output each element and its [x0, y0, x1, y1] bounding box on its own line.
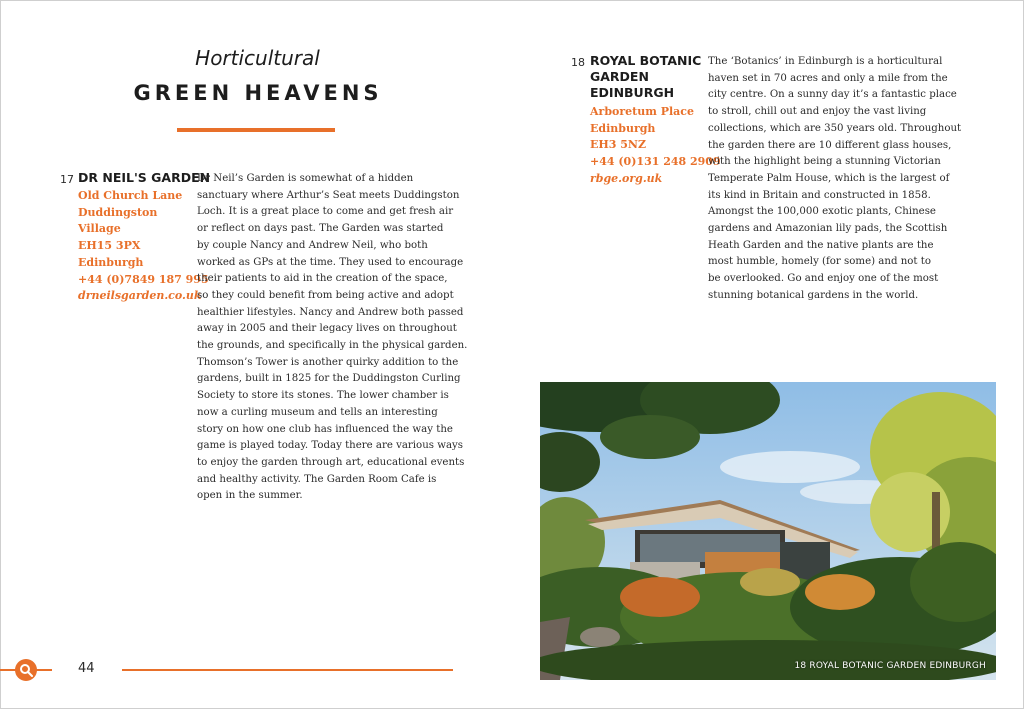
body-line: or reflect on days past. The Garden was started: [197, 223, 444, 235]
address-line: EH3 5NZ: [590, 138, 646, 152]
entry-name: [590, 53, 701, 101]
address-line: Duddingston: [78, 205, 158, 219]
section-kicker: Horticultural: [195, 46, 320, 70]
address-line: Edinburgh: [590, 121, 656, 135]
title-rule: [177, 128, 335, 132]
entry-name: [78, 170, 210, 186]
body-line: haven set in 70 acres and only a mile from the: [708, 72, 948, 84]
body-line: worked as GPs at the time. They used to encourage: [197, 256, 464, 268]
page-number: 44: [78, 661, 95, 676]
body-line: healthier lifestyles. Nancy and Andrew both passed: [197, 306, 464, 318]
body-line: most humble, homely (for some) and not to: [708, 256, 931, 268]
website-link[interactable]: rbge.org.uk: [590, 171, 663, 185]
address-line: Old Church Lane: [78, 189, 183, 202]
section-title: GREEN HEAVENS: [133, 81, 383, 105]
body-line: to enjoy the garden through art, educational events: [197, 456, 465, 468]
photo-caption: 18 ROYAL BOTANIC GARDEN EDINBURGH: [794, 661, 986, 671]
entry-name-line: ROYAL BOTANIC: [590, 53, 702, 68]
body-line: by couple Nancy and Andrew Neil, who both: [197, 239, 428, 251]
body-line: with the highlight being a stunning Victorian: [708, 156, 941, 168]
body-line: and healthy activity. The Garden Room Cafe is: [197, 473, 437, 485]
entry-name-line: EDINBURGH: [590, 85, 675, 100]
entry-number: 17: [60, 173, 74, 186]
entry-body: [708, 54, 961, 305]
address-line: Village: [78, 222, 121, 236]
body-line: now a curling museum and tells an interesting: [197, 406, 438, 418]
search-icon: [19, 663, 33, 677]
body-line: be overlooked. Go and enjoy one of the most: [708, 273, 939, 285]
body-line: collections, which are 350 years old. Throughout: [708, 122, 962, 134]
garden-photo: [540, 382, 996, 680]
body-line: to stroll, chill out and enjoy the vast living: [708, 106, 927, 118]
entry-address: [590, 104, 721, 188]
body-line: sanctuary where Arthur’s Seat meets Duddingston: [197, 189, 460, 201]
entry-body: [197, 171, 467, 505]
entry-name-line: GARDEN: [590, 69, 649, 84]
body-line: so they could benefit from being active and adopt: [197, 289, 454, 301]
body-line: the grounds, and specifically in the physical garden.: [197, 340, 468, 352]
body-line: gardens, built in 1825 for the Duddingston Curling: [197, 373, 461, 385]
body-line: the garden there are 10 different glass houses,: [708, 139, 952, 151]
search-button[interactable]: [15, 659, 37, 681]
address-line: Arboretum Place: [590, 105, 694, 118]
entry-address: [78, 188, 209, 305]
body-line: stunning botanical gardens in the world.: [708, 289, 919, 301]
body-line: Heath Garden and the native plants are the: [708, 239, 934, 251]
footer-rule-right: [122, 669, 453, 671]
entry-number: 18: [571, 56, 585, 69]
entry-name-line: DR NEIL'S GARDEN: [78, 170, 211, 185]
body-line: Society to store its stones. The lower chamber is: [197, 390, 449, 402]
body-line: Temperate Palm House, which is the largest of: [708, 172, 950, 184]
body-line: The ‘Botanics’ in Edinburgh is a horticultural: [708, 56, 943, 67]
website-link[interactable]: drneilsgarden.co.uk: [78, 289, 202, 303]
body-line: Amongst the 100,000 exotic plants, Chinese: [708, 206, 936, 218]
address-line: EH15 3PX: [78, 239, 141, 253]
body-line: their patients to aid in the creation of the space,: [197, 273, 448, 285]
body-line: game is played today. Today there are various ways: [197, 440, 463, 452]
body-line: its kind in Britain and constructed in 1858.: [708, 189, 931, 201]
body-line: open in the summer.: [197, 490, 303, 502]
phone-number: +44 (0)7849 187 995: [78, 272, 209, 286]
body-line: city centre. On a sunny day it’s a fantastic place: [708, 89, 957, 101]
body-line: gardens and Amazonian lily pads, the Scottish: [708, 223, 948, 235]
photo-illustration: [540, 382, 996, 680]
body-line: Thomson’s Tower is another quirky addition to the: [197, 356, 459, 368]
body-line: Dr Neil’s Garden is somewhat of a hidden: [197, 173, 414, 184]
body-line: Loch. It is a great place to come and get fresh air: [197, 206, 454, 218]
phone-number: +44 (0)131 248 2909: [590, 155, 721, 169]
body-line: away in 2005 and their legacy lives on throughout: [197, 323, 457, 335]
body-line: story on how one club has influenced the way the: [197, 423, 453, 435]
address-line: Edinburgh: [78, 255, 144, 269]
